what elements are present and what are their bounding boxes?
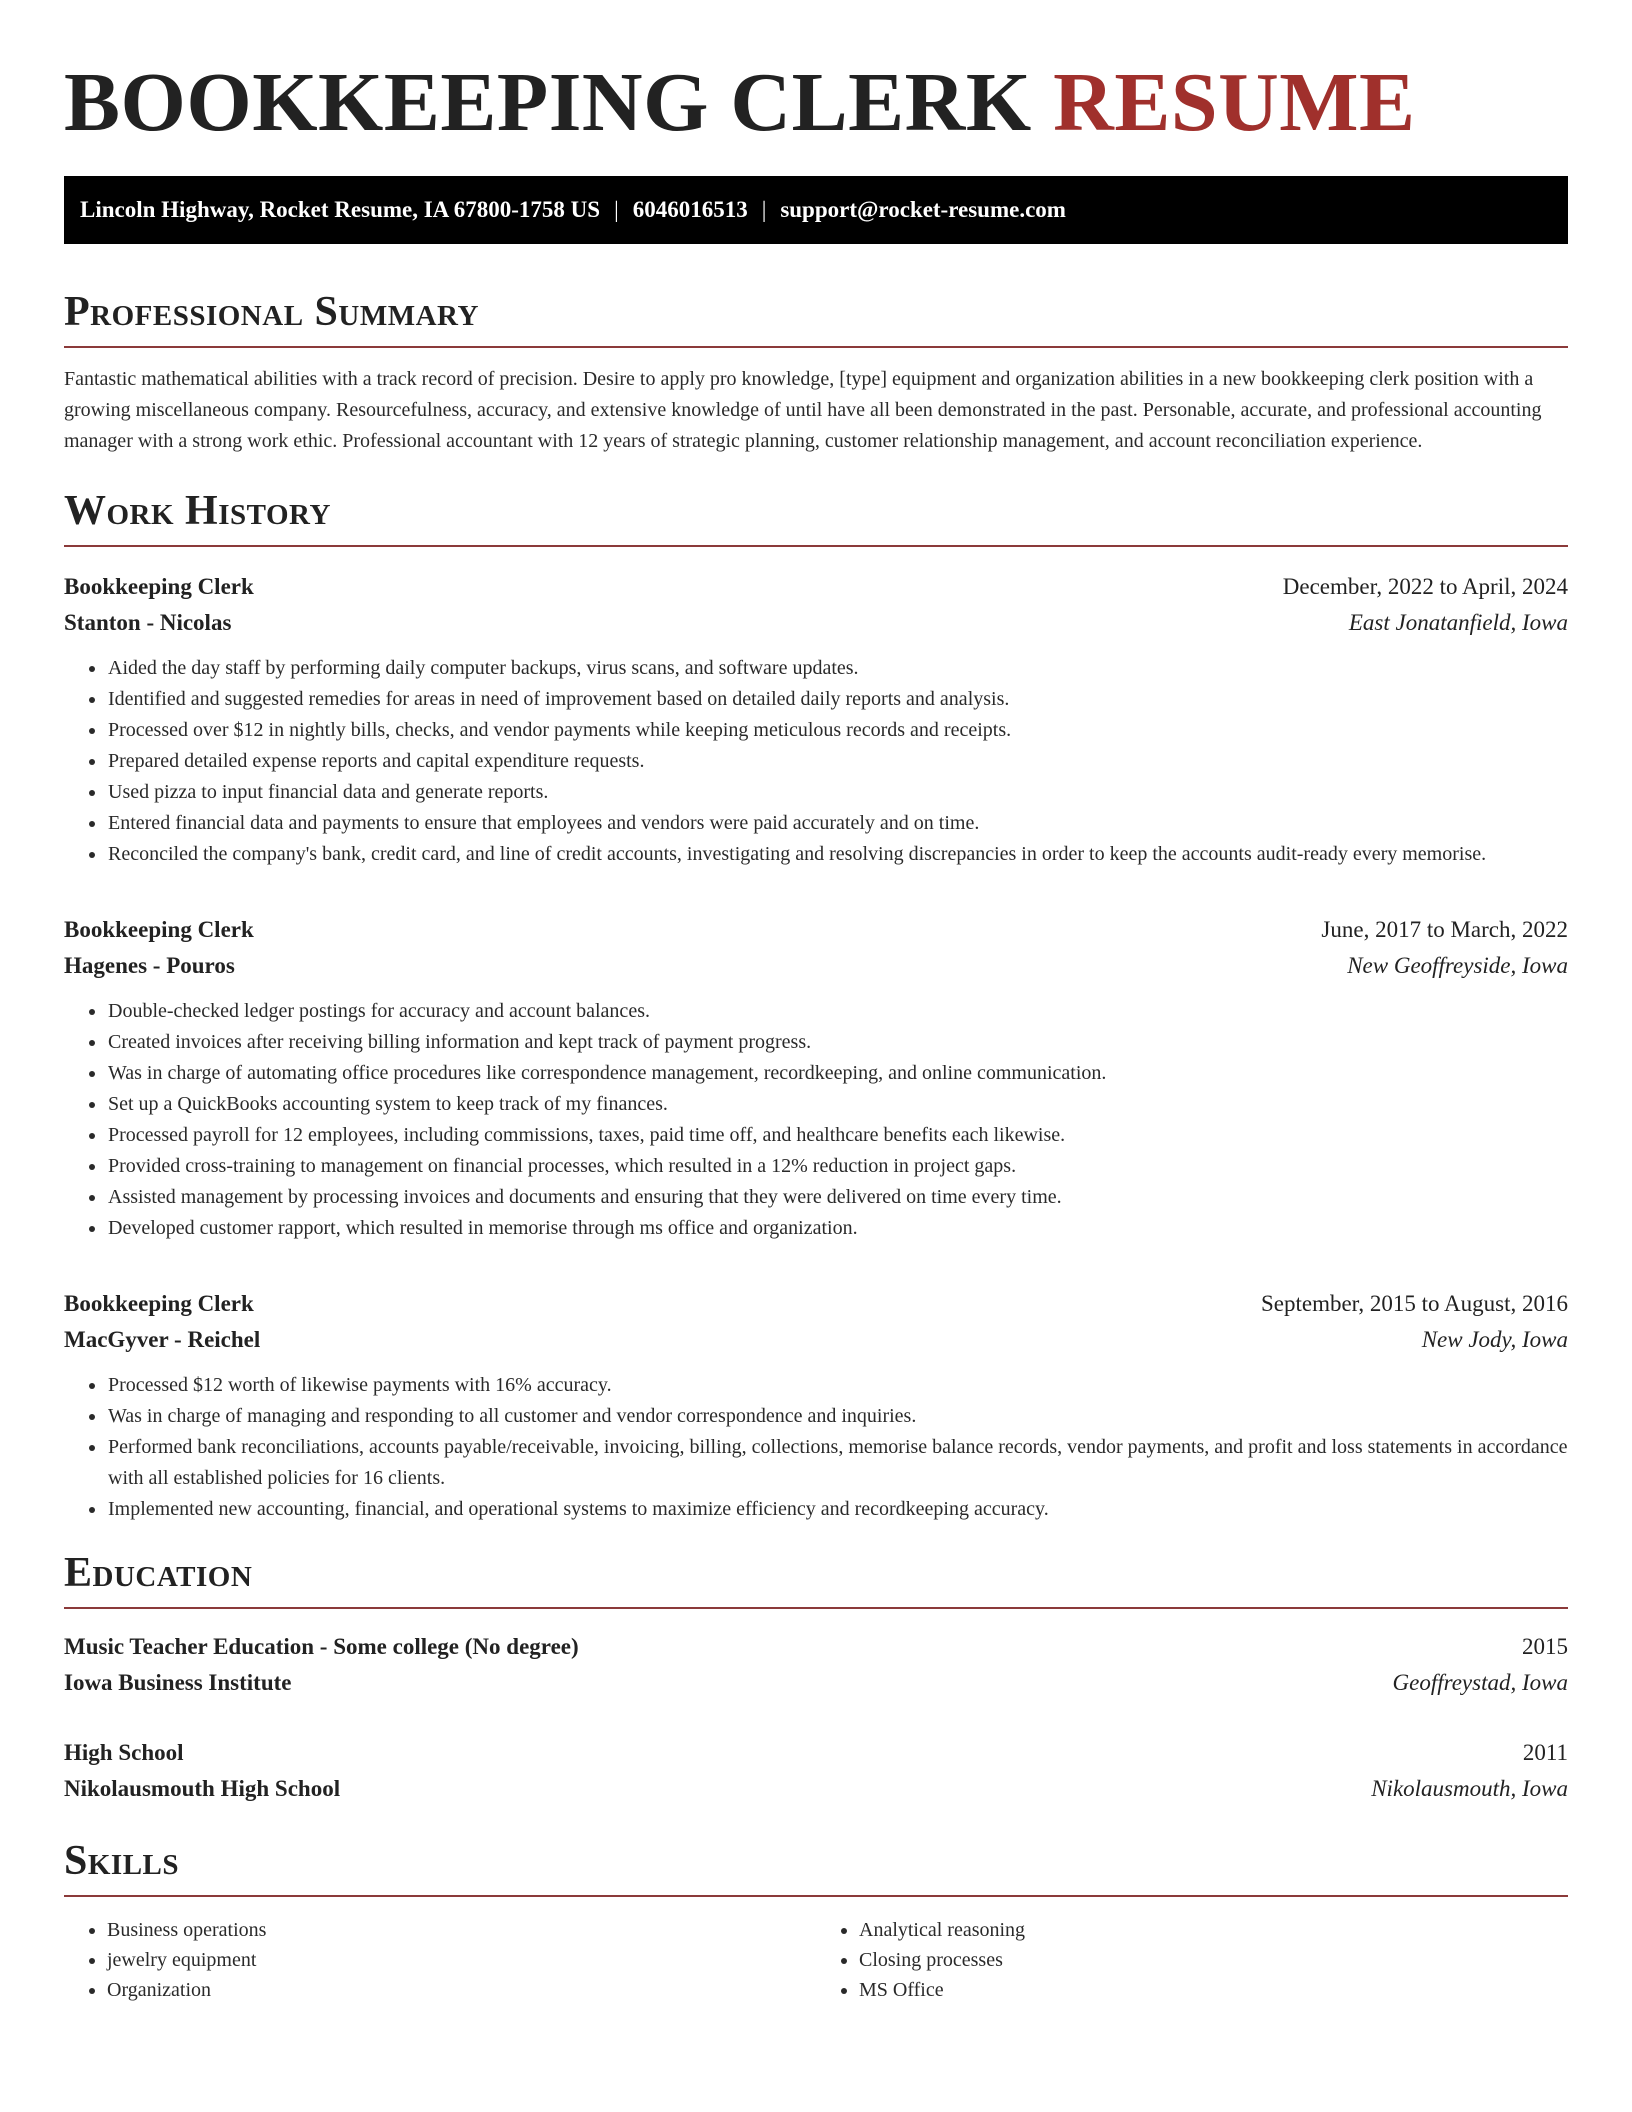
resume-page: [64, 0, 1568, 2005]
skill-item: • Analytical reasoning: [859, 1915, 1568, 1945]
job-location: New Jody, Iowa: [1421, 1327, 1568, 1352]
job-title: Bookkeeping Clerk: [64, 1291, 254, 1316]
education-school: Iowa Business Institute: [64, 1670, 292, 1695]
job-title: Bookkeeping Clerk: [64, 574, 254, 599]
skill-item: • Business operations: [107, 1915, 816, 1945]
job-company: Hagenes - Pouros: [64, 953, 235, 978]
job-bullets: [64, 996, 1568, 1244]
job-dates: September, 2015 to August, 2016: [1260, 1291, 1568, 1316]
education-entry: [64, 1629, 1568, 1701]
education-degree: Music Teacher Education - Some college (No degree): [64, 1634, 579, 1659]
title-main: BOOKKEEPING CLERK: [64, 56, 1032, 149]
summary-text: Fantastic mathematical abilities with a track record of precision. Desire to apply pro knowledge, [type] equipment and organization abilities in a new bookkeeping clerk position with a growing miscellaneous company. Resourcefulness, accuracy, and extensive knowledge of until have all been demonstrated in the past. Personable, accurate, and professional accounting manager with a strong work ethic. Professional accountant with 12 years of strategic planning, customer relationship management, and account reconciliation experience.: [64, 368, 1542, 452]
job-bullet: • Created invoices after receiving billing information and kept track of payment progress.: [107, 1027, 1568, 1058]
skill-item: • MS Office: [859, 1975, 1568, 2005]
education-location: Nikolausmouth, Iowa: [1371, 1776, 1568, 1801]
job-bullet: • Double-checked ledger postings for accuracy and account balances.: [107, 996, 1568, 1027]
job-location: New Geoffreyside, Iowa: [1347, 953, 1568, 978]
job-bullet: • Aided the day staff by performing daily computer backups, virus scans, and software updates.: [107, 653, 1568, 684]
education-school: Nikolausmouth High School: [64, 1776, 341, 1801]
education-heading: Education: [64, 1549, 1568, 1609]
education-year: 2015: [1522, 1634, 1568, 1659]
job-bullet: • Developed customer rapport, which resulted in memorise through ms office and organization.: [107, 1213, 1568, 1244]
job-bullet: • Was in charge of automating office procedures like correspondence management, recordkeeping, and online communication.: [107, 1058, 1568, 1089]
job-bullet: • Entered financial data and payments to ensure that employees and vendors were paid accurately and on time.: [107, 808, 1568, 839]
contact-separator: |: [614, 197, 619, 222]
skills-column-right: [816, 1915, 1568, 2005]
job-bullet: • Prepared detailed expense reports and capital expenditure requests.: [107, 746, 1568, 777]
job-entry: [64, 1286, 1568, 1525]
job-title: Bookkeeping Clerk: [64, 917, 254, 942]
contact-email: support@rocket-resume.com: [780, 197, 1066, 222]
job-entry: [64, 569, 1568, 870]
job-bullet: • Reconciled the company's bank, credit card, and line of credit accounts, investigating and resolving discrepancies in order to keep the accounts audit-ready every memorise.: [107, 839, 1568, 870]
job-bullet: • Performed bank reconciliations, accounts payable/receivable, invoicing, billing, collections, memorise balance records, vendor payments, and profit and loss statements in accordance with all established policies for 16 clients.: [107, 1432, 1568, 1494]
education-entry: [64, 1735, 1568, 1807]
job-bullet: • Used pizza to input financial data and generate reports.: [107, 777, 1568, 808]
title-accent: RESUME: [1053, 56, 1416, 149]
contact-address: Lincoln Highway, Rocket Resume, IA 67800-1758 US: [80, 197, 601, 222]
education-location: Geoffreystad, Iowa: [1392, 1670, 1568, 1695]
skill-item: • Closing processes: [859, 1945, 1568, 1975]
job-bullet: • Processed $12 worth of likewise payments with 16% accuracy.: [107, 1370, 1568, 1401]
skills-list: [64, 1915, 1568, 2005]
job-company: MacGyver - Reichel: [64, 1327, 261, 1352]
contact-bar: [64, 176, 1568, 244]
contact-separator: |: [761, 197, 767, 222]
job-bullet: • Implemented new accounting, financial, and operational systems to maximize efficiency and recordkeeping accuracy.: [107, 1494, 1568, 1525]
resume-title: [64, 58, 1568, 148]
work-history-heading: Work History: [64, 487, 1568, 547]
job-entry: [64, 912, 1568, 1244]
job-bullet: • Processed over $12 in nightly bills, checks, and vendor payments while keeping meticulous records and receipts.: [107, 715, 1568, 746]
job-bullet: • Set up a QuickBooks accounting system to keep track of my finances.: [107, 1089, 1568, 1120]
skill-item: • Organization: [107, 1975, 816, 2005]
skill-item: • jewelry equipment: [107, 1945, 816, 1975]
job-bullet: • Processed payroll for 12 employees, including commissions, taxes, paid time off, and healthcare benefits each likewise.: [107, 1120, 1568, 1151]
summary-heading: Professional Summary: [64, 288, 1568, 348]
education-degree: High School: [64, 1740, 184, 1765]
job-location: East Jonatanfield, Iowa: [1348, 610, 1568, 635]
job-bullet: • Was in charge of managing and responding to all customer and vendor correspondence and inquiries.: [107, 1401, 1568, 1432]
job-bullet: • Assisted management by processing invoices and documents and ensuring that they were delivered on time every time.: [107, 1182, 1568, 1213]
education-year: 2011: [1522, 1740, 1568, 1765]
job-bullets: [64, 653, 1568, 870]
job-dates: December, 2022 to April, 2024: [1282, 574, 1568, 599]
skills-column-left: [64, 1915, 816, 2005]
job-company: Stanton - Nicolas: [64, 610, 232, 635]
job-bullet: • Provided cross-training to management on financial processes, which resulted in a 12% reduction in project gaps.: [107, 1151, 1568, 1182]
contact-phone: 6046016513: [632, 197, 748, 222]
job-bullet: • Identified and suggested remedies for areas in need of improvement based on detailed daily reports and analysis.: [107, 684, 1568, 715]
job-bullets: [64, 1370, 1568, 1525]
skills-heading: Skills: [64, 1837, 1568, 1897]
job-dates: June, 2017 to March, 2022: [1321, 917, 1568, 942]
